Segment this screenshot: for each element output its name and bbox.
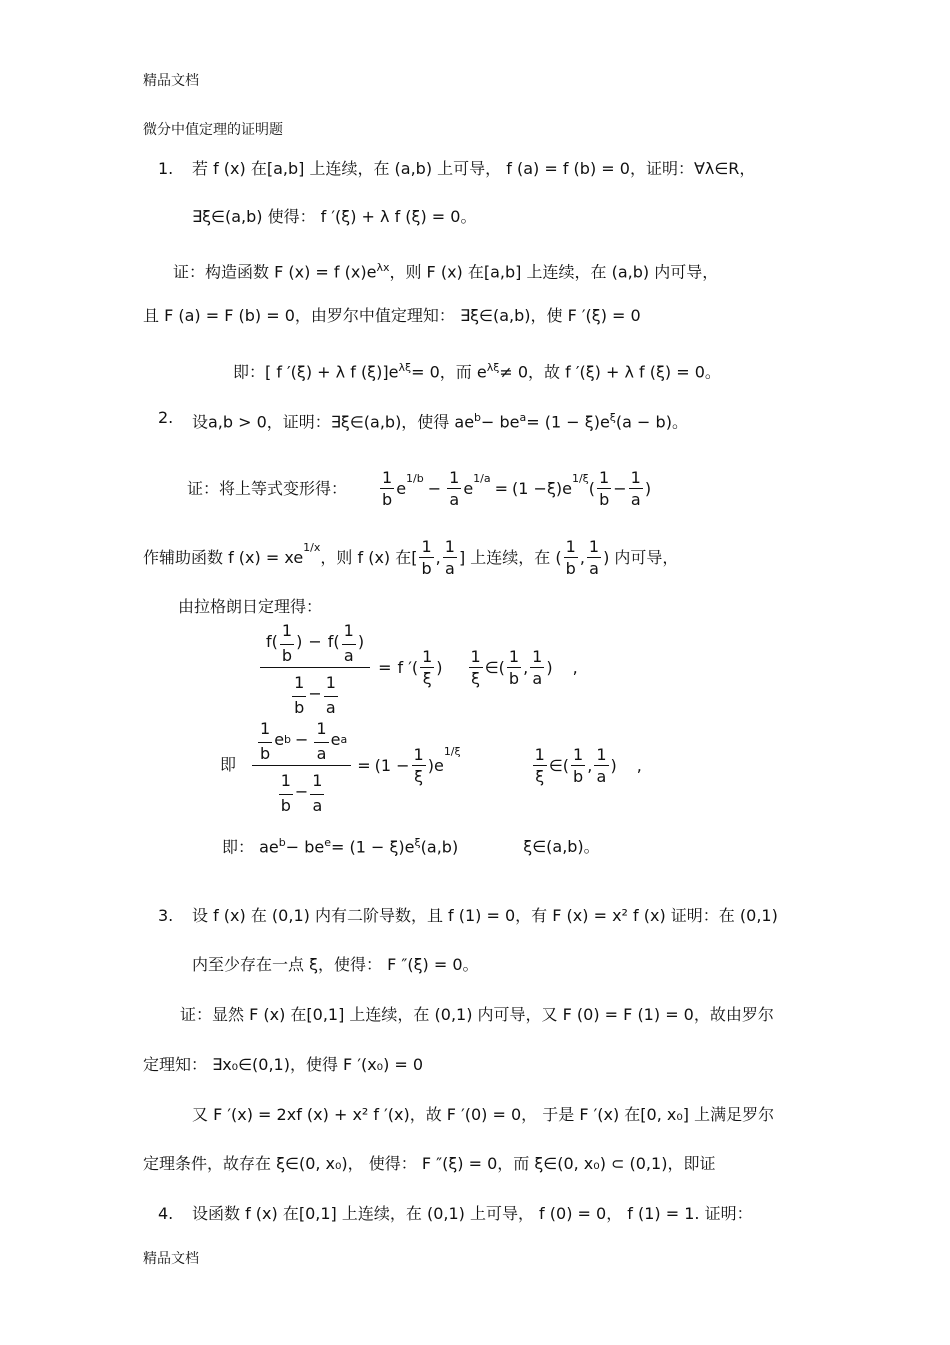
text: ，则 F (x) 在[a,b] 上连续，在 (a,b) 内可导， (389, 262, 719, 282)
proof-line (233, 357, 721, 383)
problem-number: 1. (158, 159, 174, 178)
denominator: b (421, 558, 432, 578)
exponent: a (519, 411, 527, 424)
numerator: 1 (532, 646, 543, 666)
text: , (636, 756, 642, 775)
numerator: 1 (444, 536, 455, 556)
denominator: b (294, 697, 305, 717)
text: ] 上连续，在 ( (458, 548, 562, 567)
exponent: 1/x (303, 541, 321, 554)
proof-intro: 证：将上等式变形得： (187, 479, 348, 498)
proof-line: 定理知： ∃x₀∈(0,1)，使得 F ′(x₀) = 0 (143, 1055, 424, 1074)
page-header: 精品文档 (143, 73, 199, 89)
text: = (1 − ξ)e (526, 412, 610, 432)
denominator: b (565, 558, 576, 578)
proof-line: 定理条件，故存在 ξ∈(0, x₀)， 使得： F ″(ξ) = 0，而 ξ∈(0, x₀) ⊂ (0,1)，即证 (143, 1154, 716, 1173)
numerator: 1 (292, 670, 306, 697)
problem-statement (192, 407, 688, 433)
text: − (308, 632, 322, 651)
text: 即： ae (222, 837, 279, 857)
fraction (380, 468, 394, 511)
text: − (308, 684, 322, 703)
text: 即：[ f ′(ξ) + λ f (ξ)]e (233, 362, 399, 382)
fraction (447, 468, 461, 511)
numerator: 1 (382, 467, 393, 487)
big-fraction: f ( $\frac{1}{b}$ ) − f ( $\frac{1}{a}$ ) $\frac{1}{b}$ − $\frac{1}{a}$ (260, 618, 370, 719)
proof-line: 又 F ′(x) = 2xf (x) + x² f ′(x)，故 F ′(0) = 0， 于是 F ′(x) 在[0, x₀] 上满足罗尔 (192, 1105, 775, 1124)
numerator: 1 (449, 467, 460, 487)
denominator: a (589, 558, 599, 578)
numerator: 1 (534, 744, 545, 764)
big-fraction: $\frac{1}{b}$ e b − $\frac{1}{a}$ e a $\frac{1}{b}$ − $\frac{1}{a}$ (252, 716, 351, 817)
denominator: ξ (471, 668, 481, 688)
denominator: b (260, 743, 271, 763)
ji-result: 即： $ae^b- be^e= (1 - \xi)e^\xi(a,b)$ ξ∈(a,b)。 (222, 836, 600, 857)
denominator: b (508, 668, 520, 688)
lagrange-intro: 由拉格朗日定理得： (178, 597, 323, 616)
text: , (572, 658, 578, 677)
text: )e (427, 756, 444, 775)
numerator: 1 (314, 716, 328, 743)
page-footer: 精品文档 (143, 1251, 199, 1267)
proof-line: 证：显然 F (x) 在[0,1] 上连续，在 (0,1) 内可导，又 F (0) = F (1) = 0，故由罗尔 (180, 1005, 774, 1024)
fraction (597, 468, 611, 511)
text: − be (285, 837, 325, 857)
text: ) 内可导， (603, 548, 679, 567)
denominator: a (312, 795, 323, 815)
denominator: a (596, 766, 607, 786)
numerator: 1 (588, 536, 600, 556)
numerator: 1 (508, 646, 520, 666)
problem-statement: 设 f (x) 在 (0,1) 内有二阶导数，且 f (1) = 0，有 F (x) = x² f (x) 证明：在 (0,1) (192, 906, 778, 925)
text: ξ∈(a,b)。 (523, 837, 600, 857)
numerator: 1 (324, 670, 338, 697)
problem-statement: 设函数 f (x) 在[0,1] 上连续，在 (0,1) 上可导， f (0) = 0， f (1) = 1. 证明： (192, 1204, 753, 1223)
text: 作辅助函数 f (x) = xe (143, 548, 304, 567)
numerator: 1 (413, 744, 424, 764)
denominator: b (573, 766, 584, 786)
exponent: λξ (398, 361, 412, 374)
exponent: λξ (486, 361, 500, 374)
text: = (494, 479, 509, 498)
text: f (327, 632, 334, 651)
denominator: b (382, 489, 393, 509)
text: ∈ (484, 658, 499, 677)
exponent: ξ (609, 411, 616, 424)
numerator: 1 (310, 768, 324, 795)
fraction (419, 537, 433, 580)
auxiliary-function: 作辅助函数 f (x) = xe $^{1/x}$ ，则 f (x) 在[ $\frac{1}{b}$ , $\frac{1}{a}$ ] 上连续，在 ( $\frac{1}{b}$ , $\frac{1}{a}$ ) 内可导， (143, 536, 679, 578)
ji-label: 即 (220, 755, 237, 774)
text: − be (481, 412, 520, 432)
denominator: a (316, 743, 327, 763)
problem-number: 3. (158, 906, 174, 925)
exponent: b (474, 411, 482, 424)
proof-line (173, 257, 718, 283)
fraction (443, 537, 457, 580)
text: ∈ (548, 756, 563, 775)
denominator: a (449, 489, 460, 509)
denominator: b (280, 795, 291, 815)
problem-statement: 若 f (x) 在[a,b] 上连续，在 (a,b) 上可导， f (a) = f (b) = 0，证明：∀λ∈R， (192, 159, 756, 178)
text: e (463, 479, 474, 498)
text: − (613, 479, 627, 498)
text: − (294, 782, 309, 801)
text: )e (555, 479, 572, 498)
denominator: a (532, 668, 543, 688)
numerator: 1 (470, 646, 481, 666)
text: − (295, 730, 309, 749)
denominator: a (343, 645, 354, 665)
denominator: ξ (422, 668, 432, 688)
problem-statement: 内至少存在一点 ξ，使得： F ″(ξ) = 0。 (192, 955, 479, 974)
text: 设a,b > 0，证明：∃ξ∈(a,b)，使得 ae (192, 412, 475, 432)
fraction (587, 537, 601, 580)
exponent: λx (376, 261, 390, 274)
proof-line: 且 F (a) = F (b) = 0，由罗尔中值定理知： ∃ξ∈(a,b)，使 F ′(ξ) = 0 (143, 306, 641, 325)
text: f (266, 632, 272, 651)
document-title: 微分中值定理的证明题 (143, 122, 283, 138)
text: = (1 − ξ)e (331, 837, 415, 857)
numerator: 1 (422, 646, 433, 666)
numerator: 1 (573, 744, 584, 764)
text: e (274, 730, 285, 749)
denominator: a (444, 558, 455, 578)
problem-number: 2. (158, 408, 174, 427)
problem-claim: ∃ξ∈(a,b) 使得： f ′(ξ) + λ f (ξ) = 0。 (192, 207, 477, 226)
denominator: a (630, 489, 641, 509)
denominator: ξ (414, 766, 424, 786)
text: e (396, 479, 407, 498)
fraction (629, 468, 643, 511)
text: ≠ 0，故 f ′(ξ) + λ f (ξ) = 0。 (499, 362, 721, 382)
text: ξ (546, 479, 556, 498)
numerator: 1 (630, 467, 641, 487)
fraction (564, 537, 578, 580)
text: (a,b) (420, 837, 459, 857)
numerator: 1 (421, 536, 432, 556)
numerator: 1 (342, 618, 356, 645)
numerator: 1 (599, 467, 610, 487)
text: (a − b)。 (615, 412, 688, 432)
numerator: 1 (565, 536, 576, 556)
numerator: 1 (280, 618, 294, 645)
denominator: b (599, 489, 610, 509)
numerator: 1 (279, 768, 293, 795)
denominator: ξ (535, 766, 545, 786)
numerator: 1 (258, 716, 272, 743)
lagrange-equation: f ( $\frac{1}{b}$ ) − f ( $\frac{1}{a}$ ) $\frac{1}{b}$ − $\frac{1}{a}$ = f ′( $\frac{1}{\xi}$ ) $\frac{1}{\xi}$ ∈ ( $\frac{1}{b}$ , $\frac{1}{a}$ ) , (258, 624, 578, 712)
text: f ′( (397, 658, 419, 677)
ji-equation: $\frac{1}{b}$ e b − $\frac{1}{a}$ e a $\frac{1}{b}$ − $\frac{1}{a}$ = (1 − $\frac{1}{\xi}$ )e $^{1/\xi}$ $\frac{1}{\xi}$ ∈ ( $\frac{1}{b}$ , $\frac{1}{a}$ ) , (250, 720, 642, 812)
transformed-equation: $\frac{1}{b}$ e $^{1/b}$ − $\frac{1}{a}$ e $^{1/a}$ = (1 − ξ )e $^{1/\xi}$ ( $\frac{1}{b}$ − $\frac{1}{a}$ ) (382, 467, 652, 509)
text: 证：构造函数 F (x) = f (x)e (173, 262, 377, 282)
denominator: a (325, 697, 336, 717)
numerator: 1 (596, 744, 607, 764)
text: ，则 f (x) 在[ (320, 548, 418, 567)
text: (1 − (512, 479, 547, 498)
text: = (378, 658, 392, 677)
text: = (357, 756, 371, 775)
problem-number: 4. (158, 1204, 174, 1223)
text: = 0，而 e (411, 362, 487, 382)
text: e (330, 730, 341, 749)
denominator: b (281, 645, 293, 665)
text: (1 − (374, 756, 410, 775)
text: − (427, 479, 442, 498)
